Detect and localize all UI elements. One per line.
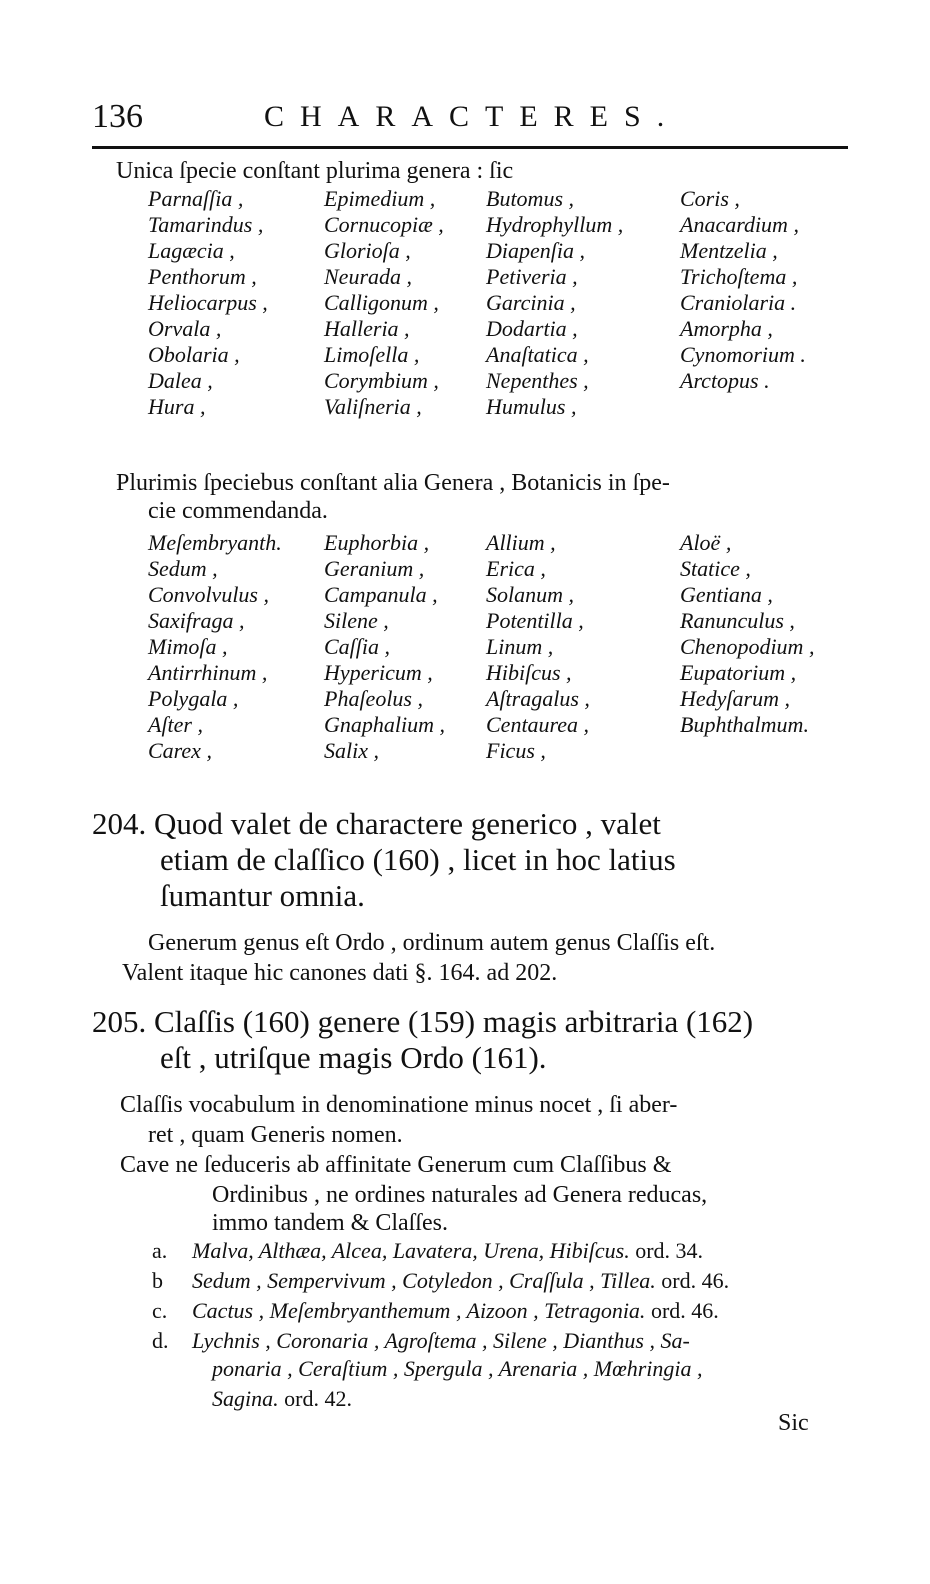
example-content <box>192 1296 719 1326</box>
genus-name: Chenopodium , <box>680 634 815 659</box>
genus-name: Orvala , <box>148 316 222 341</box>
aphorism-204-line1: 204. Quod valet de charactere generico , valet <box>92 806 661 841</box>
genus-name: Salix , <box>324 738 379 763</box>
genus-name: Mentzelia , <box>680 238 778 263</box>
genus-name: Amorpha , <box>680 316 773 341</box>
genus-name: Ranunculus , <box>680 608 795 633</box>
genus-name: Neurada , <box>324 264 412 289</box>
genus-name: Euphorbia , <box>324 530 430 555</box>
genus-name: Allium , <box>486 530 556 555</box>
aphorism-205-note1-line1: Claſſis vocabulum in denominatione minus nocet , ſi aber- <box>120 1092 678 1118</box>
example-ord: ord. 34. <box>629 1238 704 1263</box>
header-rule <box>92 146 848 149</box>
aphorism-204-note1: Generum genus eſt Ordo , ordinum autem genus Claſſis eſt. <box>148 930 716 956</box>
example-label: b <box>152 1268 163 1293</box>
genus-name: Ficus , <box>486 738 546 763</box>
block1-intro: Unica ſpecie conſtant plurima genera : ſic <box>116 158 514 184</box>
genus-name: Linum , <box>486 634 554 659</box>
genus-name: Centaurea , <box>486 712 590 737</box>
example-d-line3-ord: ord. 42. <box>278 1386 352 1411</box>
example-d-line3-text: Sagina. <box>212 1386 279 1411</box>
aphorism-205-note1-line2: ret , quam Generis nomen. <box>148 1122 403 1148</box>
genus-name: Phaſeolus , <box>324 686 423 711</box>
aphorism-205-line1: 205. Claſſis (160) genere (159) magis arbitraria (162) <box>92 1004 754 1039</box>
aphorism-205-line2: eſt , utriſque magis Ordo (161). <box>160 1040 547 1075</box>
aphorism-205-note2-line1: Cave ne ſeduceris ab affinitate Generum cum Claſſibus & <box>120 1152 672 1178</box>
genus-name: Corymbium , <box>324 368 439 393</box>
genus-name: Campanula , <box>324 582 438 607</box>
genus-name: Saxifraga , <box>148 608 245 633</box>
example-content <box>192 1266 729 1296</box>
genus-name: Caſſia , <box>324 634 391 659</box>
genus-name: Hura , <box>148 394 206 419</box>
example-ord: ord. 46. <box>655 1268 730 1293</box>
genus-name: Obolaria , <box>148 342 240 367</box>
genus-name: Trichoſtema , <box>680 264 798 289</box>
genus-name: Nepenthes , <box>486 368 589 393</box>
genus-name: Aſtragalus , <box>486 686 590 711</box>
genus-name: Cornucopiæ , <box>324 212 444 237</box>
genus-name: Meſembryanth. <box>148 530 282 555</box>
genus-name: Halleria , <box>324 316 410 341</box>
genus-name: Hedyſarum , <box>680 686 790 711</box>
genus-name: Buphthalmum. <box>680 712 809 737</box>
genus-name: Tamarindus , <box>148 212 264 237</box>
genus-name: Dalea , <box>148 368 213 393</box>
genus-name: Gnaphalium , <box>324 712 445 737</box>
genus-name: Garcinia , <box>486 290 576 315</box>
example-label: a. <box>152 1238 168 1263</box>
genus-name: Silene , <box>324 608 389 633</box>
genus-name: Coris , <box>680 186 740 211</box>
genus-name: Solanum , <box>486 582 574 607</box>
example-d-line2 <box>212 1354 703 1384</box>
example-text: Sedum , Sempervivum , Cotyledon , Craſſula , Tillea. <box>192 1268 656 1293</box>
aphorism-205-note2-line3: immo tandem & Claſſes. <box>212 1210 448 1236</box>
example-text: Lychnis , Coronaria , Agroſtema , Silene , Dianthus , Sa- <box>192 1328 690 1353</box>
catchword: Sic <box>778 1410 809 1436</box>
example-text: Malva, Althæa, Alcea, Lavatera, Urena, Hibiſcus. <box>192 1238 630 1263</box>
aphorism-204-note2: Valent itaque hic canones dati §. 164. ad 202. <box>122 960 558 986</box>
genus-name: Valiſneria , <box>324 394 422 419</box>
genus-name: Aſter , <box>148 712 203 737</box>
genus-name: Lagæcia , <box>148 238 235 263</box>
genus-name: Aloë , <box>680 530 732 555</box>
example-ord: ord. 46. <box>645 1298 719 1323</box>
example-content <box>192 1326 690 1356</box>
genus-name: Humulus , <box>486 394 577 419</box>
example-content <box>192 1236 703 1266</box>
genus-name: Sedum , <box>148 556 218 581</box>
genus-name: Mimoſa , <box>148 634 228 659</box>
genus-name: Anacardium , <box>680 212 799 237</box>
genus-name: Epimedium , <box>324 186 436 211</box>
genus-name: Glorioſa , <box>324 238 411 263</box>
genus-name: Polygala , <box>148 686 239 711</box>
genus-name: Anaſtatica , <box>486 342 589 367</box>
running-head: CHARACTERES. <box>264 100 681 133</box>
block2-intro-line1: Plurimis ſpeciebus conſtant alia Genera , Botanicis in ſpe- <box>116 470 670 496</box>
genus-name: Arctopus . <box>680 368 770 393</box>
genus-name: Statice , <box>680 556 751 581</box>
block2-intro-line2: cie commendanda. <box>148 498 328 524</box>
aphorism-204-line2: etiam de claſſico (160) , licet in hoc latius <box>160 842 676 877</box>
example-d-line3 <box>212 1384 352 1414</box>
aphorism-205-note2-line2: Ordinibus , ne ordines naturales ad Genera reducas, <box>212 1182 708 1208</box>
genus-name: Erica , <box>486 556 546 581</box>
example-label: c. <box>152 1298 168 1323</box>
genus-name: Diapenſia , <box>486 238 585 263</box>
genus-name: Penthorum , <box>148 264 257 289</box>
genus-name: Eupatorium , <box>680 660 797 685</box>
page-number: 136 <box>92 98 143 135</box>
example-d-line2-text: ponaria , Ceraſtium , Spergula , Arenaria , Mœhringia , <box>212 1356 703 1381</box>
genus-name: Craniolaria . <box>680 290 797 315</box>
page-header <box>92 98 852 144</box>
genus-name: Hibiſcus , <box>486 660 572 685</box>
genus-name: Potentilla , <box>486 608 584 633</box>
genus-name: Antirrhinum , <box>148 660 268 685</box>
genus-name: Butomus , <box>486 186 574 211</box>
genus-name: Gentiana , <box>680 582 773 607</box>
genus-name: Heliocarpus , <box>148 290 268 315</box>
aphorism-204-line3: ſumantur omnia. <box>160 878 365 913</box>
genus-name: Convolvulus , <box>148 582 269 607</box>
genus-name: Dodartia , <box>486 316 578 341</box>
genus-name: Parnaſſia , <box>148 186 244 211</box>
example-text: Cactus , Meſembryanthemum , Aizoon , Tetragonia. <box>192 1298 646 1323</box>
genus-name: Hydrophyllum , <box>486 212 624 237</box>
example-label: d. <box>152 1328 169 1353</box>
genus-name: Cynomorium . <box>680 342 806 367</box>
genus-name: Calligonum , <box>324 290 439 315</box>
genus-name: Geranium , <box>324 556 425 581</box>
genus-name: Carex , <box>148 738 212 763</box>
genus-name: Petiveria , <box>486 264 578 289</box>
genus-name: Limoſella , <box>324 342 420 367</box>
genus-name: Hypericum , <box>324 660 433 685</box>
